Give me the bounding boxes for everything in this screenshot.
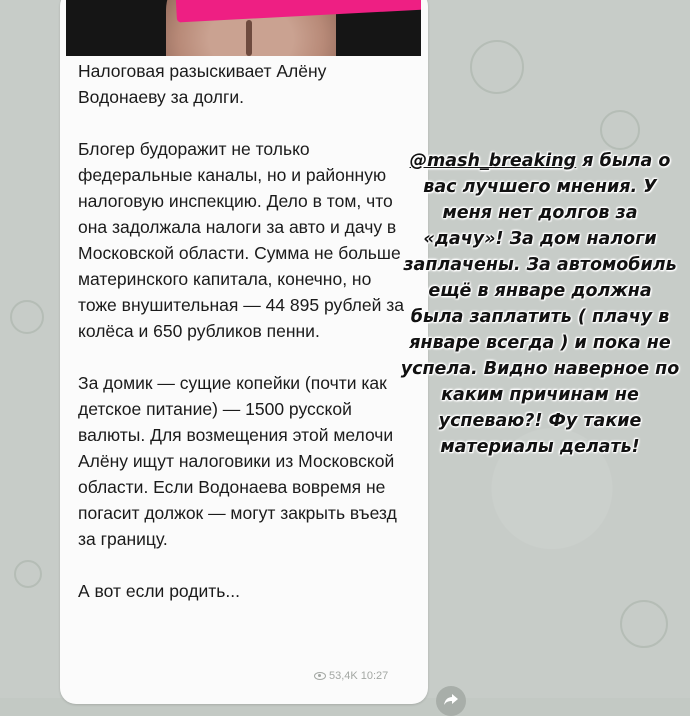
message-paragraph: А вот если родить... (78, 581, 240, 601)
story-caption (400, 148, 680, 460)
eye-icon (314, 672, 326, 680)
message-time: 10:27 (360, 670, 389, 682)
post-photo[interactable] (66, 0, 421, 56)
message-paragraph: За домик — сущие копейки (почти как детское питание) — 1500 русской валюты. Для возмещения этой мелочи Алёну ищут налоговики из Московской области. Если Водонаева вовремя не погасит должок — могут закрыть въезд за границу. (78, 373, 397, 549)
background-doodle (14, 560, 42, 588)
message-meta (314, 670, 388, 682)
background-doodle (470, 40, 524, 94)
photo-shadow (246, 20, 252, 56)
message-paragraph: Блогер будоражит не только федеральные каналы, но и районную налоговую инспекцию. Дело в том, что она задолжала налоги за авто и дачу в Московской области. Сумма не больше материнского капитала, конечно, но тоже внушительная — 44 895 рублей за колёса и 650 рубликов пенни. (78, 139, 405, 341)
story-caption-text: я была о вас лучшего мнения. У меня нет долгов за «дачу»! За дом налоги заплачены. За автомобиль ещё в январе должна была заплатить ( плачу в январе всегда ) и пока не успела. Видно наверное по каким причинам не успеваю?! Фу такие материалы делать! (400, 151, 680, 457)
story-handle-link[interactable]: @mash_breaking (409, 151, 577, 171)
views-count: 53,4K (329, 670, 358, 682)
share-button[interactable] (436, 686, 466, 716)
background-doodle (10, 300, 44, 334)
background-doodle (600, 110, 640, 150)
background-doodle (620, 600, 668, 648)
message-paragraph: Налоговая разыскивает Алёну Водонаеву за долги. (78, 61, 327, 107)
share-arrow-icon (443, 693, 459, 707)
message-text (78, 58, 408, 604)
